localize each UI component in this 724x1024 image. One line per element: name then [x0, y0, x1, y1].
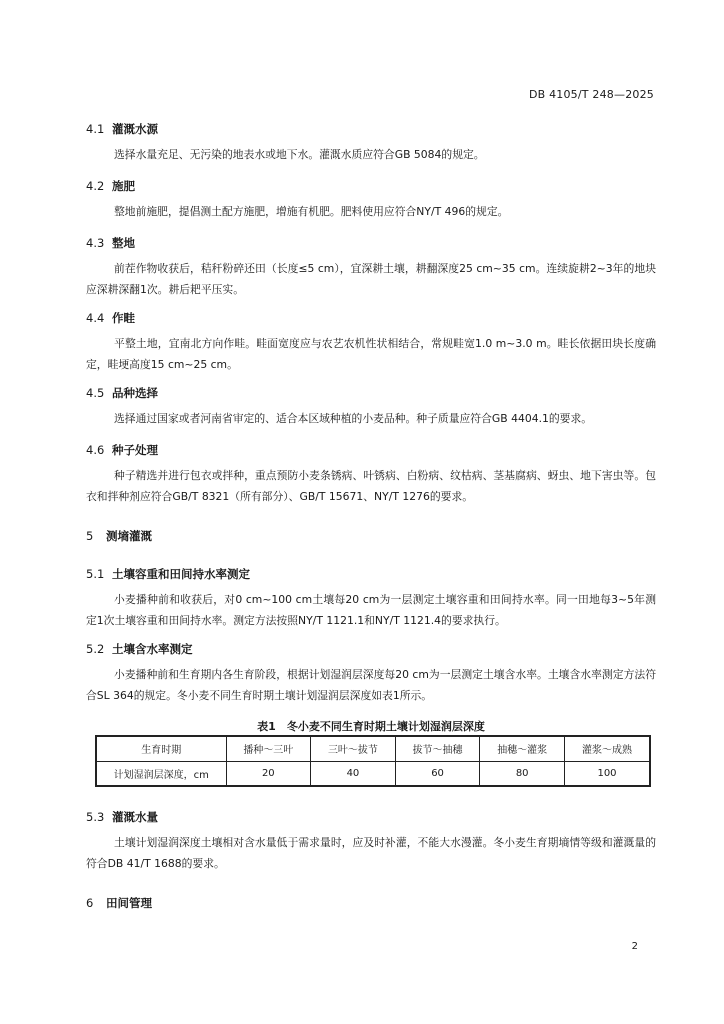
paragraph: 种子精选并进行包衣或拌种，重点预防小麦条锈病、叶锈病、白粉病、纹枯病、茎基腐病、蚜虫、地下害虫等。包衣和拌种剂应符合GB/T 8321（所有部分）、GB/T 15671、NY/T 1276的要求。: [86, 469, 656, 503]
section-5-3: [86, 809, 656, 874]
section-title: 品种选择: [112, 386, 158, 400]
section-title: 作畦: [112, 311, 135, 325]
section-heading: [86, 121, 656, 137]
table-header-cell: 三叶～拔节: [311, 736, 396, 761]
section-title: 测墒灌溉: [106, 529, 152, 543]
section-heading: [86, 641, 656, 657]
section-heading: [86, 178, 656, 194]
paragraph: 整地前施肥，提倡测土配方施肥，增施有机肥。肥料使用应符合NY/T 496的规定。: [114, 205, 509, 218]
table-header-cell: 抽穗～灌浆: [480, 736, 565, 761]
section-number: 4.1: [86, 122, 105, 136]
section-number: 4.4: [86, 311, 105, 325]
section-heading: [86, 442, 656, 458]
section-number: 4.3: [86, 236, 105, 250]
section-number: 4.2: [86, 179, 105, 193]
table-header-cell: 拔节～抽穗: [395, 736, 480, 761]
paragraph: 小麦播种前和收获后，对0 cm~100 cm土壤每20 cm为一层测定土壤容重和田间持水率。同一田地每3~5年测定1次土壤容重和田间持水率。测定方法按照NY/T 1121.1和NY/T 1121.4的要求执行。: [86, 593, 656, 627]
chapter-heading: [86, 528, 656, 544]
section-4-6: [86, 442, 656, 507]
table-header-cell: 灌浆～成熟: [565, 736, 651, 761]
section-number: 6: [86, 896, 94, 910]
page-number: 2: [631, 941, 638, 952]
section-number: 5.3: [86, 810, 105, 824]
section-number: 5.1: [86, 567, 105, 581]
table-cell: 40: [311, 761, 396, 786]
section-4-2: [86, 178, 656, 222]
section-title: 土壤容重和田间持水率测定: [112, 567, 250, 581]
table-cell: 80: [480, 761, 565, 786]
section-number: 4.5: [86, 386, 105, 400]
section-heading: [86, 310, 656, 326]
paragraph: 土壤计划湿润深度土壤相对含水量低于需求量时，应及时补灌，不能大水漫灌。冬小麦生育期墒情等级和灌溉量的符合DB 41/T 1688的要求。: [86, 836, 656, 870]
standard-code: DB 4105/T 248—2025: [528, 88, 654, 101]
section-4-1: [86, 121, 656, 165]
section-5-2: [86, 641, 656, 706]
section-title: 土壤含水率测定: [112, 642, 193, 656]
table-cell: 20: [226, 761, 311, 786]
section-number: 4.6: [86, 443, 105, 457]
section-title: 灌溉水量: [112, 810, 158, 824]
paragraph: 前茬作物收获后，秸秆粉碎还田（长度≤5 cm），宜深耕土壤，耕翻深度25 cm~35 cm。连续旋耕2~3年的地块应深耕深翻1次。耕后耙平压实。: [86, 262, 656, 296]
table-cell: 100: [565, 761, 651, 786]
section-heading: [86, 809, 656, 825]
section-5-1: [86, 566, 656, 631]
paragraph: 平整土地，宜南北方向作畦。畦面宽度应与农艺农机性状相结合，常规畦宽1.0 m~3.0 m。畦长依据田块长度确定，畦埂高度15 cm~25 cm。: [86, 337, 656, 371]
section-4-4: [86, 310, 656, 375]
section-heading: [86, 235, 656, 251]
section-title: 整地: [112, 236, 135, 250]
paragraph: 选择通过国家或者河南省审定的、适合本区域种植的小麦品种。种子质量应符合GB 4404.1的要求。: [114, 412, 593, 425]
table-header-row: [96, 736, 650, 761]
table-cell: 60: [395, 761, 480, 786]
section-4-3: [86, 235, 656, 300]
section-title: 田间管理: [106, 896, 152, 910]
paragraph: 小麦播种前和生育期内各生育阶段，根据计划湿润层深度每20 cm为一层测定土壤含水率。土壤含水率测定方法符合SL 364的规定。冬小麦不同生育时期土壤计划湿润层深度如表1所示。: [86, 668, 656, 702]
section-4-5: [86, 385, 656, 429]
section-heading: [86, 385, 656, 401]
section-6: [86, 895, 656, 911]
chapter-heading: [86, 895, 656, 911]
table-caption: 表1 冬小麦不同生育时期土壤计划湿润层深度: [257, 720, 485, 733]
table-row: [96, 761, 650, 786]
paragraph: 选择水量充足、无污染的地表水或地下水。灌溉水质应符合GB 5084的规定。: [114, 148, 485, 161]
section-title: 种子处理: [112, 443, 158, 457]
section-number: 5.2: [86, 642, 105, 656]
moisture-depth-table: [95, 735, 651, 787]
table-cell: 计划湿润层深度，cm: [96, 761, 226, 786]
section-title: 灌溉水源: [112, 122, 158, 136]
section-number: 5: [86, 529, 94, 543]
section-title: 施肥: [112, 179, 135, 193]
section-5: [86, 528, 656, 544]
table-header-cell: 播种～三叶: [226, 736, 311, 761]
table-header-cell: 生育时期: [96, 736, 226, 761]
section-heading: [86, 566, 656, 582]
